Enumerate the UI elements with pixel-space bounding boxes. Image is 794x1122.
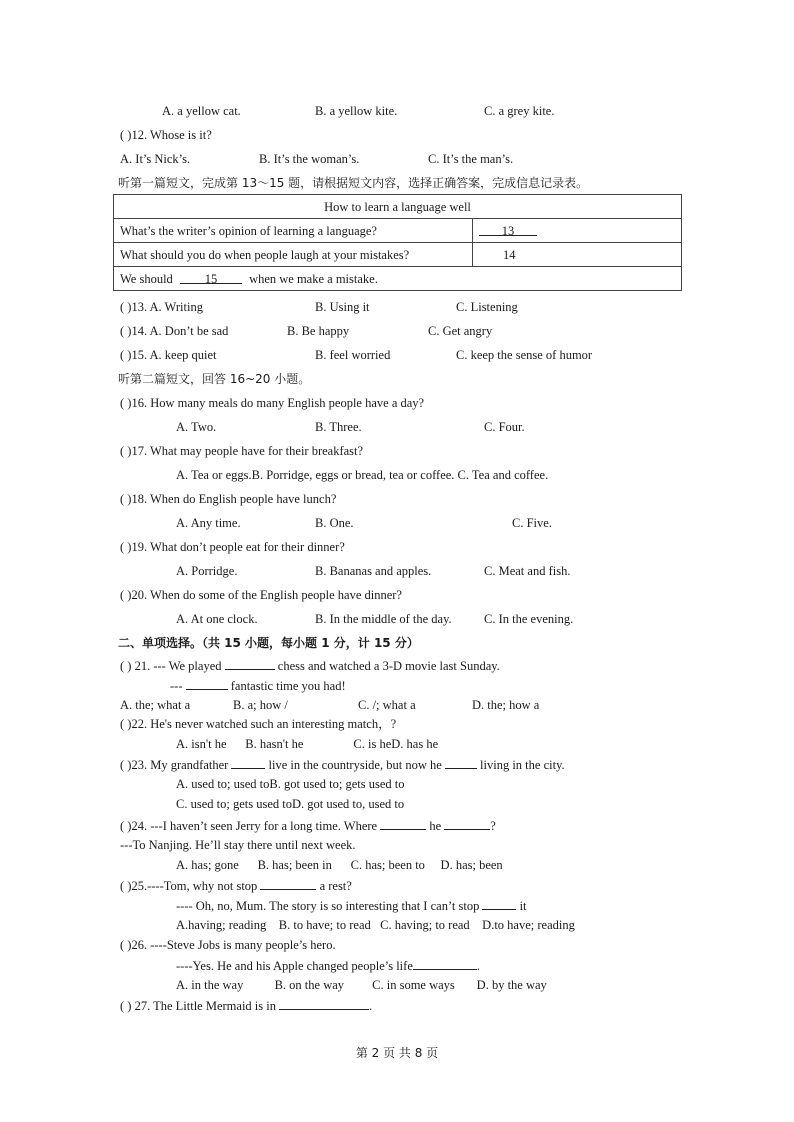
- section1-intro: 听第一篇短文，完成第 13～15 题，请根据短文内容，选择正确答案，完成信息记录表。: [118, 176, 589, 190]
- q19-option-a: A. Porridge.: [176, 564, 238, 578]
- q26-line2-post: .: [476, 959, 480, 973]
- q14-option-c: C. Get angry: [428, 324, 493, 338]
- q21-post: chess and watched a 3-D movie last Sunday.: [277, 659, 500, 673]
- part2-heading: 二、单项选择。（共 15 小题，每小题 1 分，计 15 分）: [118, 636, 419, 650]
- section2-intro: 听第二篇短文，回答 16~20 小题。: [118, 372, 311, 386]
- q21-option-d: D. the; how a: [472, 698, 540, 712]
- q15-option-c: C. keep the sense of humor: [456, 348, 593, 362]
- q22-options: A. isn't he B. hasn't he C. is heD. has he: [176, 737, 439, 751]
- q18-option-b: B. One.: [315, 516, 354, 530]
- q23-mid: live in the countryside, but now he: [268, 758, 442, 772]
- q17-options: A. Tea or eggs.B. Porridge, eggs or bread, tea or coffee. C. Tea and coffee.: [176, 468, 549, 482]
- q26-line2-pre: ----Yes. He and his Apple changed people’s life: [176, 959, 413, 973]
- info-table-row1-answer: [473, 219, 682, 243]
- q24-post: ?: [490, 819, 496, 833]
- q16-option-a: A. Two.: [176, 420, 217, 434]
- q15-option-b: B. feel worried: [315, 348, 391, 362]
- q11-option-b: B. a yellow kite.: [315, 104, 398, 118]
- q21-line2-post: fantastic time you had!: [230, 679, 346, 693]
- q21-option-c: C. /; what a: [358, 698, 416, 712]
- q23-blank-2[interactable]: [445, 756, 477, 769]
- page-footer: 第 2 页 共 8 页: [355, 1046, 439, 1060]
- q15-stem: ( )15. A. keep quiet: [120, 348, 217, 362]
- q23-post: living in the city.: [480, 758, 565, 772]
- info-table-row3: [114, 267, 682, 291]
- info-table-row2-question: What should you do when people laugh at your mistakes?: [114, 243, 473, 267]
- q25-options: A.having; reading B. to have; to read C. having; to read D.to have; reading: [176, 918, 575, 932]
- row3-suffix: when we make a mistake.: [249, 271, 378, 286]
- q25-line2: [176, 897, 527, 914]
- q21-line1: [120, 657, 500, 674]
- q21-pre: ( ) 21. --- We played: [120, 659, 222, 673]
- q21-line2-pre: ---: [170, 679, 183, 693]
- q20-option-c: C. In the evening.: [484, 612, 574, 626]
- q19-option-c: C. Meat and fish.: [484, 564, 571, 578]
- q23-pre: ( )23. My grandfather: [120, 758, 229, 772]
- q11-option-c: C. a grey kite.: [484, 104, 555, 118]
- q13-stem: ( )13. A. Writing: [120, 300, 203, 314]
- q14-stem: ( )14. A. Don’t be sad: [120, 324, 229, 338]
- q26-line2: [176, 957, 480, 974]
- q21-blank-1[interactable]: [225, 657, 275, 670]
- q13-option-c: C. Listening: [456, 300, 518, 314]
- q23-line1: [120, 756, 565, 773]
- q24-mid: he: [429, 819, 442, 833]
- q25-blank-1[interactable]: [260, 877, 316, 890]
- q25-line2-pre: ---- Oh, no, Mum. The story is so interesting that I can’t stop: [176, 899, 480, 913]
- q18-stem: ( )18. When do English people have lunch?: [120, 492, 337, 506]
- q17-stem: ( )17. What may people have for their breakfast?: [120, 444, 364, 458]
- q27-pre: ( ) 27. The Little Mermaid is in: [120, 999, 276, 1013]
- q20-option-b: B. In the middle of the day.: [315, 612, 452, 626]
- q25-post: a rest?: [319, 879, 352, 893]
- q24-blank-2[interactable]: [444, 817, 490, 830]
- answer-blank-14[interactable]: 14: [473, 243, 682, 267]
- q26-stem: ( )26. ----Steve Jobs is many people’s hero.: [120, 938, 336, 952]
- q20-stem: ( )20. When do some of the English people have dinner?: [120, 588, 402, 602]
- q12-option-c: C. It’s the man’s.: [428, 152, 514, 166]
- q26-options: A. in the way B. on the way C. in some ways D. by the way: [176, 978, 547, 992]
- q23-options-2: C. used to; gets used toD. got used to, used to: [176, 797, 405, 811]
- q22-stem: ( )22. He's never watched such an interesting match，?: [120, 717, 397, 731]
- answer-blank-15[interactable]: 15: [180, 271, 242, 284]
- q12-option-b: B. It’s the woman’s.: [259, 152, 360, 166]
- q14-option-b: B. Be happy: [287, 324, 350, 338]
- q25-pre: ( )25.----Tom, why not stop: [120, 879, 258, 893]
- q19-stem: ( )19. What don’t people eat for their dinner?: [120, 540, 345, 554]
- q25-line2-post: it: [519, 899, 527, 913]
- q23-options-1: A. used to; used toB. got used to; gets used to: [176, 777, 405, 791]
- info-table-title: How to learn a language well: [114, 195, 682, 219]
- q25-blank-2[interactable]: [482, 897, 516, 910]
- q16-option-b: B. Three.: [315, 420, 362, 434]
- q24-blank-1[interactable]: [380, 817, 426, 830]
- q24-line2: ---To Nanjing. He’ll stay there until next week.: [120, 838, 356, 852]
- q16-stem: ( )16. How many meals do many English people have a day?: [120, 396, 425, 410]
- q27-blank[interactable]: [279, 997, 369, 1010]
- q21-option-a: A. the; what a: [120, 698, 191, 712]
- q27-line: [120, 997, 372, 1014]
- q18-option-c: C. Five.: [512, 516, 552, 530]
- q21-blank-2[interactable]: [186, 677, 228, 690]
- q27-post: .: [369, 999, 373, 1013]
- q13-option-b: B. Using it: [315, 300, 370, 314]
- q12-stem: ( )12. Whose is it?: [120, 128, 212, 142]
- answer-blank-13[interactable]: 13: [479, 223, 537, 236]
- info-table-row1-question: What’s the writer’s opinion of learning a language?: [114, 219, 473, 243]
- info-record-table: [113, 194, 682, 291]
- q24-pre: ( )24. ---I haven’t seen Jerry for a long time. Where: [120, 819, 378, 833]
- q12-option-a: A. It’s Nick’s.: [120, 152, 191, 166]
- q20-option-a: A. At one clock.: [176, 612, 258, 626]
- q26-blank[interactable]: [413, 957, 477, 970]
- q24-options: A. has; gone B. has; been in C. has; been to D. has; been: [176, 858, 503, 872]
- q21-option-b: B. a; how /: [233, 698, 288, 712]
- q25-line1: [120, 877, 352, 894]
- q11-option-a: A. a yellow cat.: [162, 104, 241, 118]
- q21-line2: [170, 677, 346, 694]
- q24-line1: [120, 817, 496, 834]
- row3-prefix: We should: [120, 271, 173, 286]
- q16-option-c: C. Four.: [484, 420, 525, 434]
- q19-option-b: B. Bananas and apples.: [315, 564, 432, 578]
- q18-option-a: A. Any time.: [176, 516, 241, 530]
- q23-blank-1[interactable]: [231, 756, 265, 769]
